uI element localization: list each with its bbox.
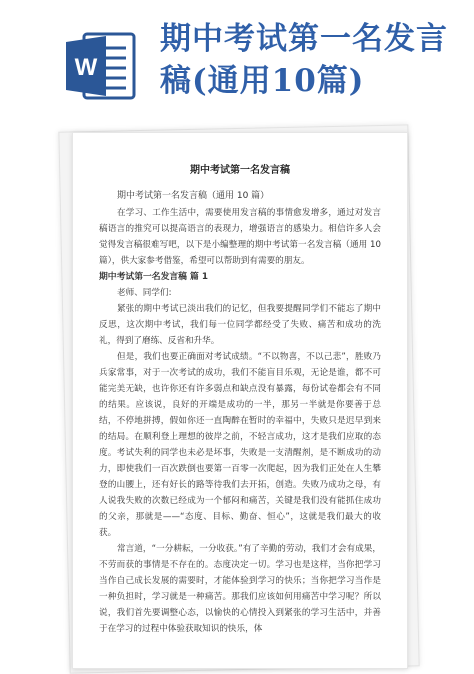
body-paragraph: 紧张的期中考试已淡出我们的记忆，但我要提醒同学们不能忘了期中反思，这次期中考试，我们每一位同学都经受了失败、痛苦和成功的洗礼，得到了磨练、反省和升华。	[99, 304, 381, 346]
document-page	[72, 132, 408, 669]
document-subtitle: 期中考试第一名发言稿（通用 10 篇）	[117, 191, 270, 201]
intro-paragraph: 在学习、工作生活中，需要使用发言稿的事情愈发增多，通过对发言稿语言的推究可以提高语言的表现力，增强语言的感染力。相信许多人会觉得发言稿很难写吧，以下是小编整理的期中考试第一名发言稿（通用 10 篇），供大家参考借鉴，希望可以帮助到有需要的朋友。	[99, 208, 381, 266]
header-banner	[0, 0, 474, 130]
document-heading: 期中考试第一名发言稿	[190, 165, 290, 176]
body-paragraph: 但是，我们也要正确面对考试成绩。“不以物喜，不以己悲”，胜败乃兵家常事，对于一次考试的成功，我们不能盲目乐观，无论是谁，都不可能完美无缺，也许你还有许多弱点和缺点没有暴露，每份试卷都会有不同的结果。应该说，良好的开端是成功的一半，那另一半就是你要善于总结，不停地拼搏，假如你还一直陶醉在暂时的幸福中，失败只是迟早到来的结局。在顺利登上理想的彼岸之前，不轻言成功，这才是我们应取的态度。考试失利的同学也未必是坏事，失败是一支清醒剂，是不断成功的动力，即使我们一百次跌倒也要第一百零一次爬起，因为我们正处在人生攀登的山腰上，还有好长的路等待我们去开拓，创造。失败乃成功之母，有人说我失败的次数已经成为一个郁闷和痛苦，关键是我们没有能抓住成功的父亲，那就是——“态度、目标、勤奋、恒心”，这就是我们最大的收获。	[99, 352, 381, 538]
word-icon-letter: W	[74, 54, 98, 81]
body-paragraph: 常言道，“一分耕耘，一分收获。”有了辛勤的劳动，我们才会有成果，不劳而获的事情是不存在的。态度决定一切。学习也是这样，当你把学习当作自己成长发展的需要时，才能体验到学习的快乐；当你把学习当作是一种负担时，学习就是一种痛苦。那我们应该如何用痛苦中学习呢？所以说，我们首先要调整心态，以愉快的心情投入到紧张的学习生活中，并善于在学习的过程中体验获取知识的快乐，体	[99, 544, 381, 634]
page-title: 期中考试第一名发言稿(通用10篇)	[160, 21, 448, 99]
greeting: 老师、同学们:	[117, 288, 172, 298]
section-title: 期中考试第一名发言稿 篇 1	[99, 272, 209, 282]
word-document-icon	[62, 28, 138, 104]
